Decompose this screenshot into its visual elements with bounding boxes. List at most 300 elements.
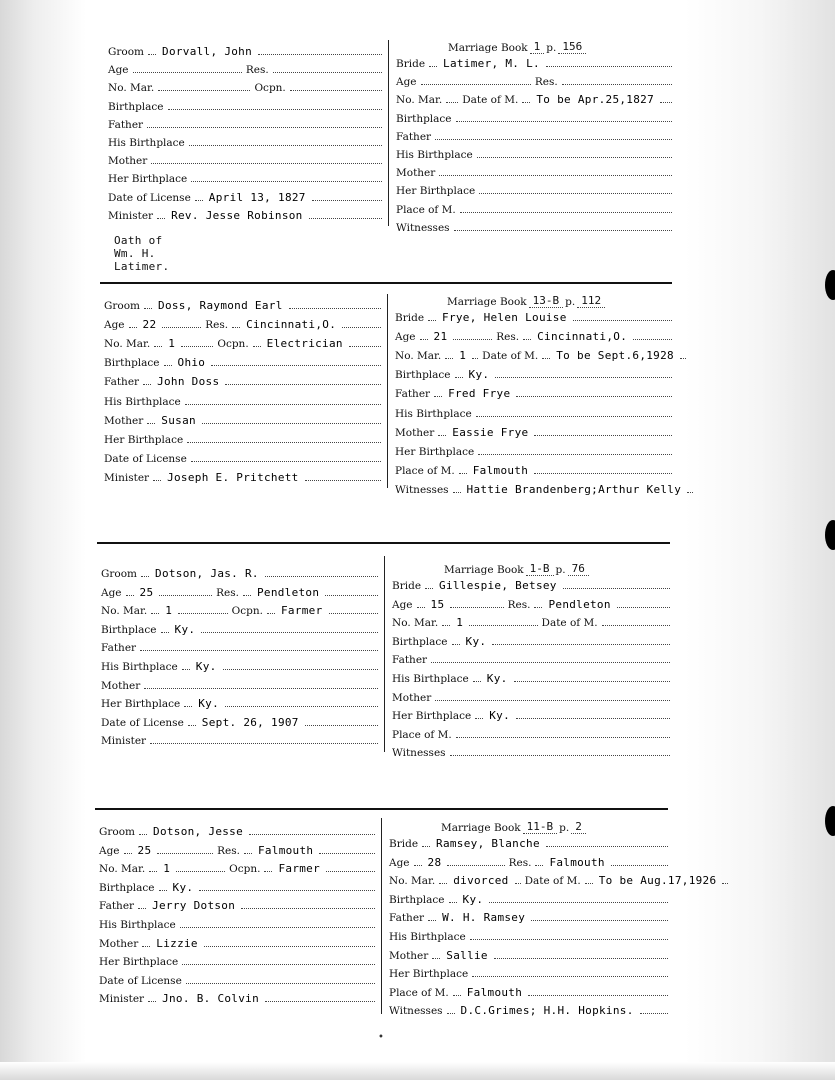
field-label: His Birthplace <box>99 919 176 931</box>
dotted-leader <box>267 613 275 614</box>
dotted-leader <box>660 102 672 103</box>
field-value: April 13, 1827 <box>208 190 306 204</box>
bride-field-bride-her-birthplace <box>389 962 668 980</box>
page-number: 156 <box>558 40 586 54</box>
groom-field-his-birthplace <box>104 390 381 408</box>
dotted-leader <box>494 958 668 959</box>
dotted-leader <box>195 200 203 201</box>
bride-field-bride-mother <box>389 944 668 962</box>
bride-field-bride-age <box>392 593 670 611</box>
scan-shadow-bottom <box>0 1062 835 1080</box>
punch-hole <box>825 270 835 300</box>
field-label: Groom <box>104 300 141 312</box>
bride-field-bride-no-mar <box>395 344 672 362</box>
field-value: Frye, Helen Louise <box>442 311 567 324</box>
page-label: p. <box>559 822 570 834</box>
punch-hole <box>825 806 835 836</box>
field-value: 1 <box>163 862 171 876</box>
dotted-leader <box>191 181 382 182</box>
record-note: Oath of Wm. H. Latimer. <box>114 234 170 273</box>
dotted-leader <box>438 435 446 436</box>
field-label: Age <box>99 844 120 857</box>
groom-field-her-birthplace <box>101 692 378 710</box>
marriage-book-number: 1-B <box>526 562 554 576</box>
dotted-leader <box>414 865 422 866</box>
dotted-leader <box>202 423 381 424</box>
groom-field-date-of-license <box>104 447 381 465</box>
dotted-leader <box>453 492 461 493</box>
dotted-leader <box>680 358 686 359</box>
dotted-leader <box>204 946 375 947</box>
groom-field-minister <box>101 729 378 747</box>
field-value: Jerry Dotson <box>152 899 236 913</box>
dotted-leader <box>181 346 213 347</box>
field-label: Her Birthplace <box>104 433 184 446</box>
bride-field-bride <box>395 306 672 324</box>
field-label: Father <box>101 642 137 655</box>
dotted-leader <box>477 157 672 158</box>
dotted-leader <box>476 416 672 417</box>
field-value: 22 <box>142 318 157 332</box>
dotted-leader <box>184 706 192 707</box>
field-value: To be Aug.17,1926 <box>598 874 717 888</box>
field-value: Electrician <box>266 337 343 351</box>
dotted-leader <box>199 890 375 891</box>
punch-hole <box>825 520 835 550</box>
field-label: Date of License <box>101 716 184 729</box>
field-label: Place of M. <box>389 986 449 999</box>
dotted-leader <box>225 706 378 707</box>
dotted-leader <box>309 218 382 219</box>
bride-field-witnesses <box>396 216 672 234</box>
card-top-rule <box>97 542 670 544</box>
groom-field-minister <box>104 466 381 484</box>
field-value: 25 <box>137 843 152 857</box>
card-top-rule <box>95 808 668 810</box>
field-label: His Birthplace <box>395 407 472 420</box>
field-value: Ky. <box>198 697 220 711</box>
field-value: W. H. Ramsey <box>442 911 526 925</box>
bride-field-place-of-m <box>392 723 670 741</box>
dotted-leader <box>460 212 672 213</box>
groom-field-age <box>104 313 381 331</box>
field-label: No. Mar. <box>395 350 442 363</box>
dotted-leader <box>305 480 381 481</box>
groom-field-date-of-license <box>101 711 378 729</box>
groom-field-father <box>108 113 382 131</box>
field-label: Birthplace <box>108 100 164 113</box>
dotted-leader <box>151 613 159 614</box>
page-label: p. <box>565 296 576 308</box>
dotted-leader <box>144 688 378 689</box>
field-value: To be Apr.25,1827 <box>536 93 654 107</box>
field-label: Bride <box>392 580 422 592</box>
dotted-leader <box>534 435 672 436</box>
field-label: Date of M. <box>462 94 519 107</box>
dotted-leader <box>124 853 132 854</box>
bride-field-witnesses <box>389 999 668 1017</box>
groom-field-father <box>101 636 378 654</box>
scan-mark: • <box>378 1032 384 1043</box>
dotted-leader <box>516 396 672 397</box>
marriage-book-number: 11-B <box>523 820 558 834</box>
field-value: Ohio <box>177 356 206 370</box>
dotted-leader <box>479 193 672 194</box>
bride-field-bride-her-birthplace <box>396 179 672 197</box>
field-value: Ky. <box>172 880 194 894</box>
dotted-leader <box>151 163 382 164</box>
dotted-leader <box>225 384 381 385</box>
dotted-leader <box>211 365 381 366</box>
bride-field-bride-birthplace <box>396 107 672 125</box>
field-value: Cincinnati,O. <box>537 330 628 344</box>
field-value: 15 <box>430 597 445 611</box>
field-value: Eassie Frye <box>452 425 529 439</box>
field-label: Bride <box>395 312 425 324</box>
field-label: No. Mar. <box>99 863 146 876</box>
dotted-leader <box>289 308 381 309</box>
dotted-leader <box>450 755 670 756</box>
dotted-leader <box>434 396 442 397</box>
dotted-leader <box>428 320 436 321</box>
marriage-book-label: Marriage Book <box>441 822 521 834</box>
field-label: Res. <box>245 64 269 77</box>
page-number: 112 <box>577 294 605 308</box>
dotted-leader <box>143 384 151 385</box>
bride-field-bride-birthplace <box>395 363 672 381</box>
field-value: 1 <box>456 616 464 630</box>
field-label: Witnesses <box>392 747 446 760</box>
groom-field-his-birthplace <box>108 131 382 149</box>
field-label: Res. <box>205 319 229 332</box>
bride-field-bride-his-birthplace <box>396 143 672 161</box>
field-label: Date of M. <box>541 617 598 630</box>
field-label: Father <box>104 376 140 389</box>
groom-field-no-mar <box>99 857 375 875</box>
dotted-leader <box>342 327 381 328</box>
dotted-leader <box>164 365 172 366</box>
dotted-leader <box>523 339 531 340</box>
dotted-leader <box>312 200 382 201</box>
groom-field-groom <box>99 820 375 838</box>
dotted-leader <box>514 681 670 682</box>
field-label: Date of License <box>108 191 191 204</box>
field-value: Dotson, Jesse <box>153 825 244 838</box>
field-label: Minister <box>104 471 150 484</box>
field-label: Date of License <box>99 974 182 987</box>
groom-field-mother <box>101 674 378 692</box>
card-column-divider <box>384 556 385 752</box>
field-value: 1 <box>459 349 467 363</box>
dotted-leader <box>425 588 433 589</box>
field-label: Age <box>395 331 416 344</box>
dotted-leader <box>253 346 261 347</box>
field-value: Joseph E. Pritchett <box>167 470 299 484</box>
dotted-leader <box>447 1013 455 1014</box>
field-label: Mother <box>389 949 429 962</box>
field-label: Mother <box>104 414 144 427</box>
field-label: Witnesses <box>395 483 449 496</box>
dotted-leader <box>305 725 378 726</box>
dotted-leader <box>456 737 670 738</box>
dotted-leader <box>149 871 157 872</box>
field-label: Birthplace <box>104 357 160 370</box>
field-value: Ky. <box>489 709 511 723</box>
groom-field-his-birthplace <box>99 913 375 931</box>
field-value: Gillespie, Betsey <box>439 579 557 592</box>
dotted-leader <box>573 320 672 321</box>
bride-field-bride-age <box>395 325 672 343</box>
bride-field-place-of-m <box>396 198 672 216</box>
field-label: Minister <box>108 209 154 222</box>
field-label: Her Birthplace <box>395 445 475 458</box>
bride-field-place-of-m <box>389 981 668 999</box>
field-value: Ky. <box>174 622 196 636</box>
groom-field-her-birthplace <box>108 167 382 185</box>
field-label: Father <box>392 654 428 667</box>
dotted-leader <box>563 588 670 589</box>
dotted-leader <box>273 72 382 73</box>
field-label: Her Birthplace <box>99 956 179 969</box>
field-label: Age <box>108 64 129 77</box>
bride-field-witnesses <box>395 478 682 496</box>
dotted-leader <box>602 625 670 626</box>
field-label: Age <box>396 76 417 89</box>
field-label: Place of M. <box>395 464 455 477</box>
field-value: To be Sept.6,1928 <box>556 349 674 363</box>
field-label: Date of M. <box>524 875 581 888</box>
bride-field-bride-mother <box>396 161 672 179</box>
field-label: No. Mar. <box>101 605 148 618</box>
dotted-leader <box>147 423 155 424</box>
dotted-leader <box>349 346 381 347</box>
field-value: 28 <box>427 855 442 869</box>
bride-field-bride-his-birthplace <box>389 925 668 943</box>
dotted-leader <box>141 576 149 577</box>
dotted-leader <box>546 66 672 67</box>
field-label: No. Mar. <box>396 94 443 107</box>
field-label: Father <box>108 118 144 131</box>
field-value: 1 <box>165 604 173 618</box>
dotted-leader <box>617 607 670 608</box>
bride-field-bride-father <box>395 382 672 400</box>
field-value: Pendleton <box>256 585 320 599</box>
groom-field-his-birthplace <box>101 655 378 673</box>
field-label: Mother <box>395 426 435 439</box>
groom-field-age <box>99 839 375 857</box>
field-label: Res. <box>216 586 239 599</box>
dotted-leader <box>422 846 430 847</box>
dotted-leader <box>329 613 379 614</box>
dotted-leader <box>489 902 668 903</box>
field-label: Res. <box>508 856 532 869</box>
field-label: Place of M. <box>396 203 456 216</box>
groom-field-groom <box>101 562 378 580</box>
dotted-leader <box>140 650 378 651</box>
field-value: Farmer <box>280 604 323 618</box>
dotted-leader <box>475 718 483 719</box>
dotted-leader <box>159 595 212 596</box>
bride-field-bride-her-birthplace <box>392 704 670 722</box>
field-value: Ky. <box>465 634 487 648</box>
groom-field-mother <box>104 409 381 427</box>
field-label: Father <box>99 900 135 913</box>
dotted-leader <box>420 339 428 340</box>
bride-field-bride-age <box>389 851 668 869</box>
field-value: Latimer, M. L. <box>443 57 540 70</box>
dotted-leader <box>133 72 242 73</box>
field-value: Doss, Raymond Earl <box>158 299 283 312</box>
marriage-book-label: Marriage Book <box>448 42 528 54</box>
dotted-leader <box>446 102 458 103</box>
groom-field-father <box>99 894 375 912</box>
dotted-leader <box>585 883 593 884</box>
dotted-leader <box>535 865 543 866</box>
dotted-leader <box>159 890 167 891</box>
dotted-leader <box>542 358 550 359</box>
dotted-leader <box>185 404 381 405</box>
field-label: Mother <box>99 937 139 950</box>
dotted-leader <box>454 230 672 231</box>
dotted-leader <box>687 492 693 493</box>
dotted-leader <box>495 377 672 378</box>
field-label: No. Mar. <box>104 338 151 351</box>
dotted-leader <box>633 339 672 340</box>
bride-field-bride <box>389 832 668 850</box>
field-label: Minister <box>101 735 147 748</box>
groom-field-her-birthplace <box>104 428 381 446</box>
field-label: Date of M. <box>482 350 539 363</box>
field-value: Rev. Jesse Robinson <box>171 208 303 222</box>
dotted-leader <box>432 958 440 959</box>
dotted-leader <box>157 853 213 854</box>
dotted-leader <box>129 327 137 328</box>
field-value: Ky. <box>462 892 484 906</box>
field-label: Witnesses <box>396 221 450 234</box>
field-value: Dotson, Jas. R. <box>155 567 259 580</box>
groom-field-birthplace <box>101 618 378 636</box>
field-label: Date of License <box>104 452 187 465</box>
dotted-leader <box>168 109 382 110</box>
field-value: Falmouth <box>466 985 523 999</box>
field-label: Her Birthplace <box>396 185 476 198</box>
card-top-rule <box>100 282 672 284</box>
field-value: Cincinnati,O. <box>246 318 337 332</box>
bride-field-place-of-m <box>395 459 672 477</box>
field-label: Res. <box>496 331 520 344</box>
dotted-leader <box>189 145 382 146</box>
dotted-leader <box>144 308 152 309</box>
dotted-leader <box>148 54 156 55</box>
dotted-leader <box>531 920 668 921</box>
dotted-leader <box>640 1013 668 1014</box>
field-label: Witnesses <box>389 1005 443 1018</box>
field-label: Birthplace <box>99 881 155 894</box>
field-label: Bride <box>396 58 426 70</box>
dotted-leader <box>158 90 250 91</box>
dotted-leader <box>515 883 521 884</box>
field-label: Mother <box>108 155 148 168</box>
groom-field-date-of-license <box>108 186 382 204</box>
dotted-leader <box>453 339 492 340</box>
field-value: Susan <box>161 413 196 427</box>
dotted-leader <box>153 480 161 481</box>
dotted-leader <box>534 607 542 608</box>
card-column-divider <box>387 294 388 488</box>
dotted-leader <box>290 90 382 91</box>
dotted-leader <box>161 632 169 633</box>
dotted-leader <box>154 346 162 347</box>
dotted-leader <box>435 700 670 701</box>
scan-shadow-right <box>685 0 835 1080</box>
field-value: Ky. <box>486 672 508 685</box>
dotted-leader <box>180 927 375 928</box>
field-label: Birthplace <box>392 635 448 648</box>
bride-field-bride-her-birthplace <box>395 440 672 458</box>
field-label: Ocpn. <box>217 338 249 351</box>
bride-field-witnesses <box>392 741 670 759</box>
dotted-leader <box>319 853 375 854</box>
groom-field-groom <box>104 294 381 312</box>
field-label: Age <box>104 319 125 332</box>
field-value: Falmouth <box>549 855 605 869</box>
groom-field-age <box>108 58 382 76</box>
field-label: No. Mar. <box>392 617 439 630</box>
field-value: 25 <box>139 585 154 599</box>
field-label: His Birthplace <box>392 673 469 685</box>
marriage-book-label: Marriage Book <box>444 564 524 576</box>
marriage-book-number: 1 <box>530 40 545 54</box>
dotted-leader <box>472 358 478 359</box>
dotted-leader <box>178 613 228 614</box>
page-number: 76 <box>568 562 589 576</box>
field-label: Res. <box>217 844 240 857</box>
groom-field-her-birthplace <box>99 950 375 968</box>
dotted-leader <box>459 473 467 474</box>
dotted-leader <box>546 846 668 847</box>
field-value: Ky. <box>195 660 217 673</box>
dotted-leader <box>473 681 481 682</box>
dotted-leader <box>157 218 165 219</box>
dotted-leader <box>148 1001 156 1002</box>
dotted-leader <box>478 454 672 455</box>
dotted-leader <box>265 576 378 577</box>
marriage-book-label: Marriage Book <box>447 296 527 308</box>
field-label: Her Birthplace <box>101 698 181 711</box>
groom-field-no-mar <box>101 599 378 617</box>
field-label: Birthplace <box>389 893 445 906</box>
groom-field-mother <box>108 149 382 167</box>
groom-field-birthplace <box>104 351 381 369</box>
field-label: Her Birthplace <box>392 710 472 723</box>
groom-field-birthplace <box>108 95 382 113</box>
dotted-leader <box>439 175 672 176</box>
page-label: p. <box>546 42 557 54</box>
bride-field-bride-no-mar <box>396 88 672 106</box>
bride-field-bride-age <box>396 70 672 88</box>
bride-field-bride-father <box>392 648 670 666</box>
dotted-leader <box>264 871 272 872</box>
field-value: 21 <box>433 330 448 344</box>
dotted-leader <box>431 662 670 663</box>
dotted-leader <box>249 834 375 835</box>
field-label: His Birthplace <box>108 137 185 149</box>
field-label: No. Mar. <box>389 875 436 888</box>
field-label: Her Birthplace <box>108 173 188 186</box>
field-label: Ocpn. <box>229 863 261 876</box>
dotted-leader <box>470 939 668 940</box>
field-value: D.C.Grimes; H.H. Hopkins. <box>460 1004 634 1018</box>
